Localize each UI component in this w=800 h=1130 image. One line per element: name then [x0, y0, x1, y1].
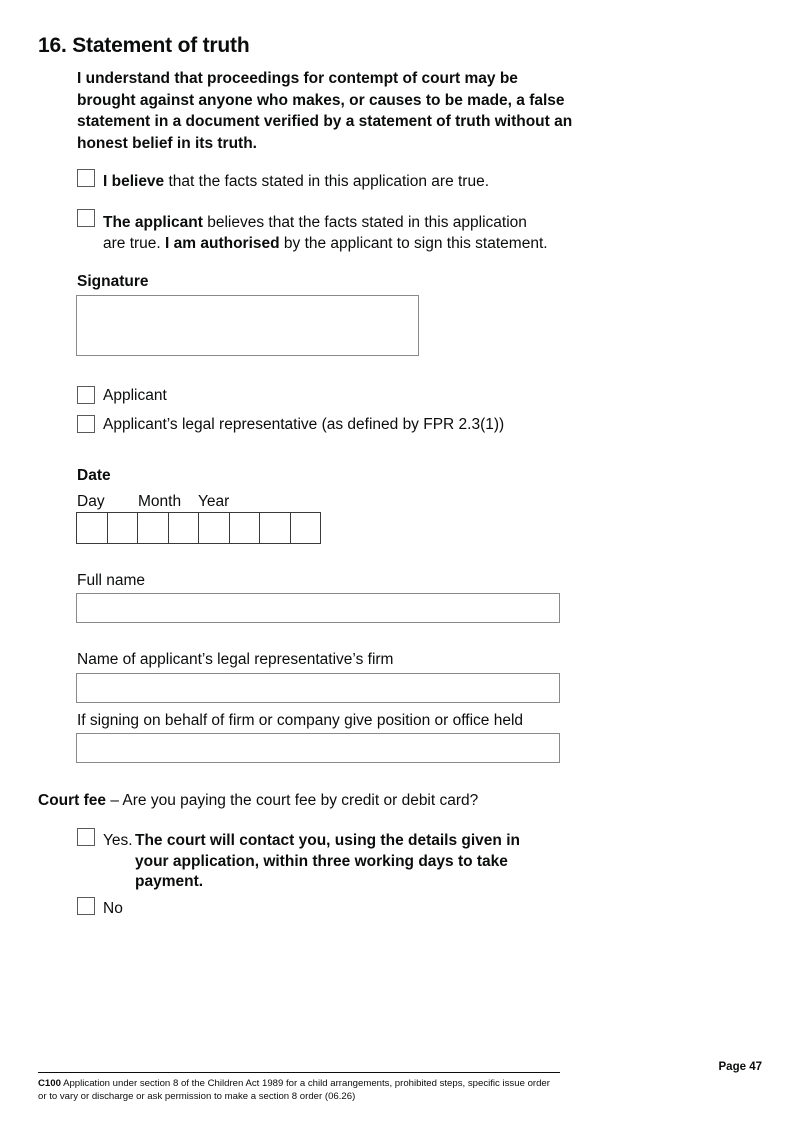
- i-believe-label: [103, 172, 489, 193]
- signature-label: Signature: [77, 273, 149, 290]
- i-believe-checkbox[interactable]: [77, 169, 95, 187]
- footer-divider: [38, 1072, 560, 1073]
- month-label: Month: [138, 493, 182, 510]
- applicant-believes-line2-rest: by the applicant to sign this statement.: [279, 234, 548, 252]
- footer-text: [38, 1078, 558, 1103]
- i-believe-bold: I believe: [103, 173, 165, 190]
- section-heading: 16. Statement of truth: [38, 34, 250, 57]
- contempt-warning: I understand that proceedings for contempt of court may be brought against anyone who makes, or causes to be made, a false statement in a document verified by a statement of truth without an honest belief in its truth.: [77, 70, 573, 152]
- fee-yes-checkbox[interactable]: [77, 828, 95, 846]
- court-fee-question: [38, 792, 478, 810]
- court-fee-label: Court fee: [38, 792, 107, 809]
- applicant-believes-bold: The applicant: [103, 214, 203, 231]
- position-field[interactable]: [76, 733, 560, 763]
- applicant-believes-line2-pre: are true.: [103, 234, 166, 252]
- month-digit-2[interactable]: [169, 513, 200, 543]
- page-number: Page 47: [718, 1061, 762, 1073]
- i-believe-rest: that the facts stated in this application are true.: [164, 173, 490, 190]
- position-label: If signing on behalf of firm or company give position or office held: [77, 712, 524, 729]
- date-label: Date: [77, 467, 111, 484]
- year-digit-4[interactable]: [291, 513, 321, 543]
- year-digit-1[interactable]: [199, 513, 230, 543]
- month-digit-1[interactable]: [138, 513, 169, 543]
- legal-rep-checkbox[interactable]: [77, 415, 95, 433]
- applicant-believes-rest: believes that the facts stated in this application: [202, 214, 527, 231]
- day-label: Day: [77, 493, 105, 510]
- applicant-believes-label: [103, 213, 573, 254]
- applicant-believes-checkbox[interactable]: [77, 209, 95, 227]
- legal-rep-label: Applicant’s legal representative (as defined by FPR 2.3(1)): [103, 416, 505, 433]
- day-digit-1[interactable]: [77, 513, 108, 543]
- year-digit-2[interactable]: [230, 513, 261, 543]
- full-name-field[interactable]: [76, 593, 560, 623]
- form-code: C100: [38, 1078, 61, 1089]
- fee-no-checkbox[interactable]: [77, 897, 95, 915]
- applicant-checkbox[interactable]: [77, 386, 95, 404]
- signature-box[interactable]: [76, 295, 419, 356]
- day-digit-2[interactable]: [108, 513, 139, 543]
- authorised-bold: I am authorised: [165, 234, 280, 252]
- fee-yes-prefix: Yes.: [103, 832, 133, 849]
- year-digit-3[interactable]: [260, 513, 291, 543]
- fee-no-label: No: [103, 900, 123, 917]
- year-label: Year: [198, 493, 230, 510]
- firm-name-field[interactable]: [76, 673, 560, 703]
- court-fee-question-text: – Are you paying the court fee by credit or debit card?: [106, 792, 479, 809]
- fee-yes-text: The court will contact you, using the details given in your application, within three working days to take payment.: [135, 832, 520, 890]
- firm-name-label: Name of applicant’s legal representative’s firm: [77, 651, 394, 668]
- form-description: Application under section 8 of the Children Act 1989 for a child arrangements, prohibited steps, specific issue order or to vary or discharge or ask permission to make a section 8 order (06.26): [38, 1078, 550, 1102]
- date-input-boxes[interactable]: [76, 512, 321, 544]
- applicant-label: Applicant: [103, 387, 167, 404]
- full-name-label: Full name: [77, 572, 146, 589]
